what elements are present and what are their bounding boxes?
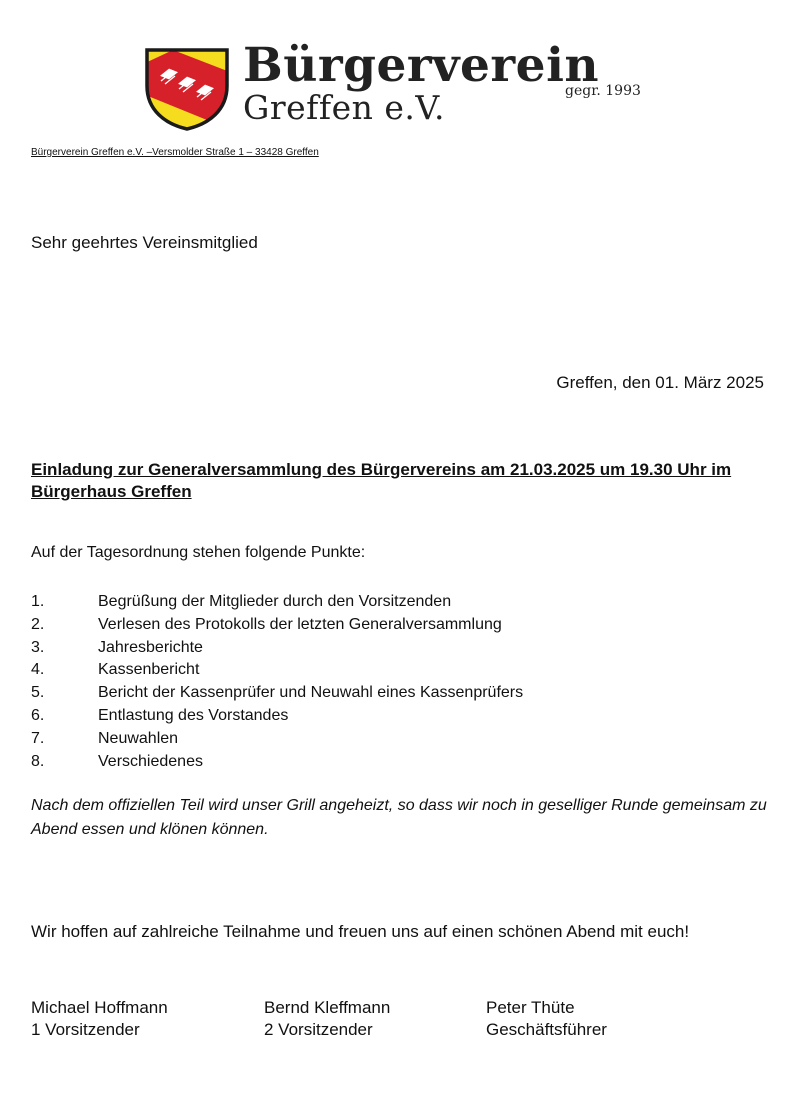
agenda-item <box>31 751 523 774</box>
signature-block <box>31 997 168 1041</box>
signatory-name: Michael Hoffmann <box>31 998 168 1017</box>
agenda-item-number: 6. <box>31 706 45 724</box>
agenda-item-number: 2. <box>31 615 45 633</box>
agenda-item-number: 3. <box>31 638 45 656</box>
agenda-item <box>31 728 523 751</box>
salutation: Sehr geehrtes Vereinsmitglied <box>31 233 258 252</box>
agenda-item-text: Begrüßung der Mitglieder durch den Vorsitzenden <box>98 593 452 610</box>
signatory-name: Peter Thüte <box>486 998 575 1017</box>
signature-block <box>264 997 390 1041</box>
agenda-item <box>31 614 523 637</box>
agenda-intro: Auf der Tagesordnung stehen folgende Punkte: <box>31 544 366 561</box>
agenda-item-text: Kassenbericht <box>98 661 200 679</box>
established-note: gegr. 1993 <box>565 83 641 99</box>
subject-heading: Einladung zur Generalversammlung des Bürgervereins am 21.03.2025 um 19.30 Uhr im Bürgerhaus Greffen <box>31 460 732 501</box>
agenda-item <box>31 659 523 682</box>
agenda-item-number: 5. <box>31 684 45 702</box>
agenda-item-text: Verschiedenes <box>98 752 203 770</box>
club-location: Greffen e.V. <box>243 88 445 127</box>
agenda-item <box>31 682 523 705</box>
signatory-name: Bernd Kleffmann <box>264 998 391 1017</box>
agenda-item-text: Verlesen des Protokolls der letzten Generalversammlung <box>98 615 502 633</box>
agenda-item-number: 1. <box>31 593 45 610</box>
agenda-item-text: Bericht der Kassenprüfer und Neuwahl eines Kassenprüfers <box>98 684 524 702</box>
hope-line: Wir hoffen auf zahlreiche Teilnahme und freuen uns auf einen schönen Abend mit euch! <box>31 922 690 941</box>
club-name: Bürgerverein <box>243 38 600 93</box>
signature-block <box>486 997 607 1041</box>
closing-note: Nach dem offiziellen Teil wird unser Grill angeheizt, so dass wir noch in geselliger Runde gemeinsam zu Abend essen und klönen können. <box>31 797 767 838</box>
agenda-item <box>31 705 523 728</box>
signatory-role: 2 Vorsitzender <box>264 1020 373 1039</box>
agenda-item-text: Jahresberichte <box>98 638 203 656</box>
signatory-role: Geschäftsführer <box>486 1020 607 1039</box>
agenda-item-text: Entlastung des Vorstandes <box>98 706 289 724</box>
agenda-item <box>31 591 523 614</box>
agenda-item-number: 8. <box>31 752 45 770</box>
agenda-item <box>31 637 523 660</box>
agenda-item-number: 4. <box>31 661 45 679</box>
agenda-item-number: 7. <box>31 729 45 747</box>
agenda-item-text: Neuwahlen <box>98 729 179 747</box>
signatory-role: 1 Vorsitzender <box>31 1020 140 1039</box>
agenda-list <box>31 591 523 773</box>
sender-address: Bürgerverein Greffen e.V. –Versmolder Straße 1 – 33428 Greffen <box>31 147 319 158</box>
coat-of-arms-icon <box>143 46 231 132</box>
date-line: Greffen, den 01. März 2025 <box>556 373 764 392</box>
